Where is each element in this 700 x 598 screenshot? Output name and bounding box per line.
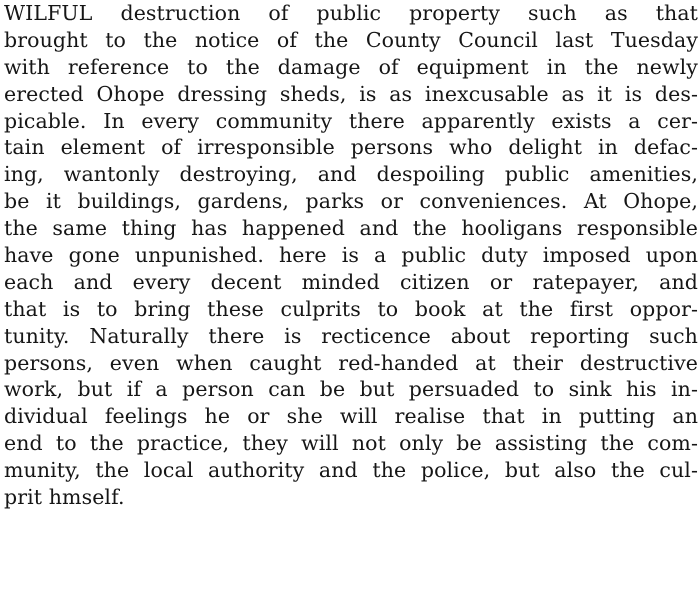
article-line-last: prit hmself. bbox=[4, 485, 125, 510]
article-line: tain element of irresponsible persons who delight in defac- bbox=[4, 135, 698, 160]
article-line: have gone unpunished. here is a public duty imposed upon bbox=[4, 243, 698, 268]
article-body bbox=[4, 0, 698, 511]
article-line: persons, even when caught red-handed at their destructive bbox=[4, 350, 698, 375]
article-line: WILFUL destruction of public property such as that bbox=[4, 1, 698, 25]
article-line: picable. In every community there apparently exists a cer- bbox=[4, 108, 698, 133]
article-line: the same thing has happened and the hooligans responsible bbox=[4, 216, 698, 241]
article-line: brought to the notice of the County Council last Tuesday bbox=[4, 27, 698, 52]
article-line: munity, the local authority and the police, but also the cul- bbox=[4, 458, 698, 483]
article-line: be it buildings, gardens, parks or conveniences. At Ohope, bbox=[4, 189, 698, 214]
article-line: dividual feelings he or she will realise that in putting an bbox=[4, 404, 698, 429]
article-line: that is to bring these culprits to book at the first oppor- bbox=[4, 296, 698, 321]
article-line: erected Ohope dressing sheds, is as inexcusable as it is des- bbox=[4, 81, 698, 106]
article-line: end to the practice, they will not only be assisting the com- bbox=[4, 431, 698, 456]
article-line: work, but if a person can be but persuaded to sink his in- bbox=[4, 377, 698, 402]
article-line: with reference to the damage of equipment in the newly bbox=[4, 54, 698, 79]
article-line: ing, wantonly destroying, and despoiling public amenities, bbox=[4, 162, 698, 187]
article-line: tunity. Naturally there is recticence about reporting such bbox=[4, 323, 698, 348]
article-line: each and every decent minded citizen or ratepayer, and bbox=[4, 269, 698, 294]
